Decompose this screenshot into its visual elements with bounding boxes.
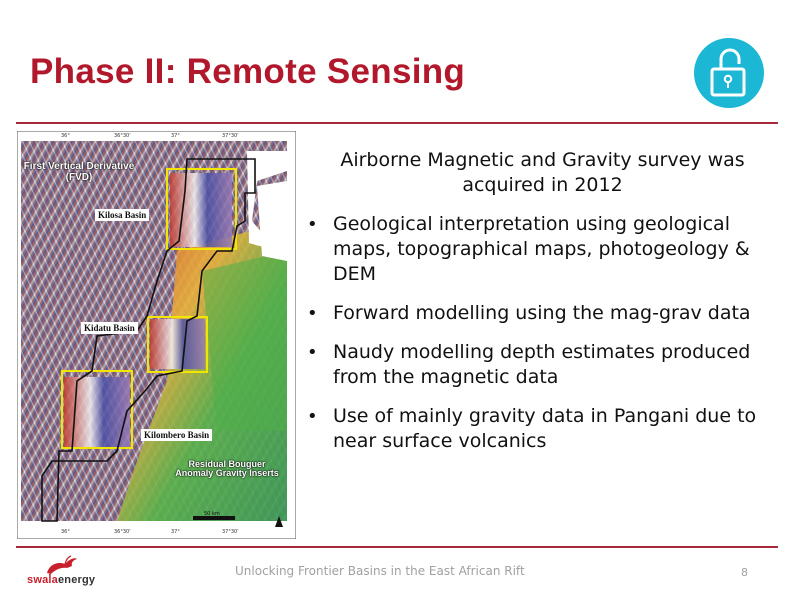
bullet-glyph: • <box>307 303 318 324</box>
bullet-text: Naudy modelling depth estimates produced from the magnetic data <box>333 341 751 388</box>
unlock-icon <box>694 38 764 108</box>
bottom-tick: 36° <box>61 529 70 535</box>
fvd-label: First Vertical Derivative (FVD) <box>23 161 135 183</box>
gravity-inset-label: Residual Bouguer Anomaly Gravity Inserts <box>175 459 279 479</box>
basin-label: Kilombero Basin <box>141 429 212 441</box>
slide-title: Phase II: Remote Sensing <box>30 52 466 91</box>
survey-map <box>17 131 296 539</box>
top-tick: 37° <box>171 133 180 139</box>
footer-text: Unlocking Frontier Basins in the East African Rift <box>235 564 525 578</box>
bottom-tick: 37° <box>171 529 180 535</box>
bottom-tick: 37°30' <box>222 529 239 535</box>
logo-part-2: energy <box>57 574 96 586</box>
basin-label: Kidatu Basin <box>81 322 138 334</box>
page-number: 8 <box>741 566 748 579</box>
bottom-tick: 36°30' <box>114 529 131 535</box>
intro-text: Airborne Magnetic and Gravity survey was acquired in 2012 <box>340 149 745 196</box>
top-tick: 36°30' <box>114 133 131 139</box>
slide-content <box>300 148 785 468</box>
basin-label: Kilosa Basin <box>95 209 149 221</box>
bullet-glyph: • <box>307 342 318 363</box>
bullet-item <box>300 404 785 454</box>
footer-divider <box>16 546 778 548</box>
bullet-text: Forward modelling using the mag-grav data <box>333 302 751 324</box>
top-tick: 36° <box>61 133 70 139</box>
logo-part-1: swala <box>27 574 58 586</box>
bullet-item <box>300 340 785 390</box>
swala-logo-text <box>27 574 95 586</box>
bullet-item <box>300 212 785 287</box>
bullet-glyph: • <box>307 406 318 427</box>
scale-bar-label: 50 km <box>204 511 220 517</box>
bullet-glyph: • <box>307 214 318 235</box>
bullet-list <box>300 212 785 454</box>
bullet-text: Use of mainly gravity data in Pangani due to near surface volcanics <box>333 405 757 452</box>
top-tick: 37°30' <box>222 133 239 139</box>
bullet-text: Geological interpretation using geological maps, topographical maps, photogeology & DEM <box>333 213 750 285</box>
title-divider <box>16 122 778 124</box>
bullet-item <box>300 301 785 326</box>
